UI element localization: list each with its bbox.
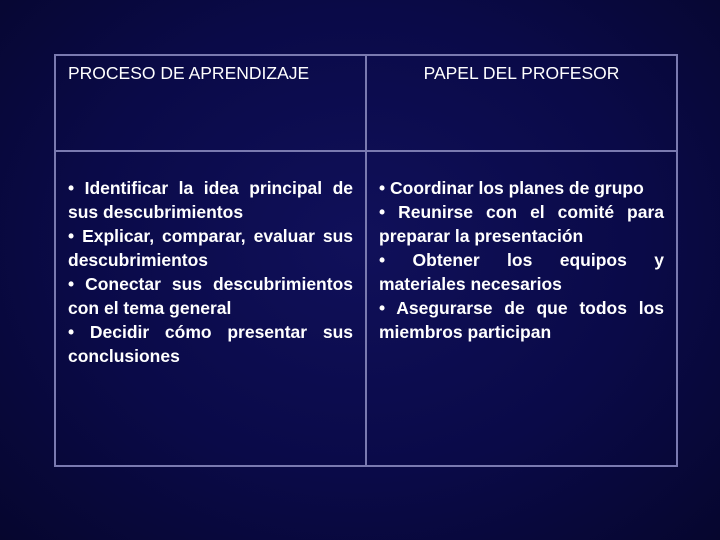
teacher-item-1: • Coordinar los planes de grupo: [379, 178, 644, 198]
header-learning-process: PROCESO DE APRENDIZAJE: [56, 56, 367, 152]
teacher-item-4: • Asegurarse de que todos los miembros participan: [379, 298, 664, 342]
learning-item-2: • Explicar, comparar, evaluar sus descubrimientos: [68, 226, 353, 270]
learning-item-4: • Decidir cómo presentar sus conclusiones: [68, 322, 353, 366]
teacher-item-2: • Reunirse con el comité para preparar la presentación: [379, 202, 664, 246]
learning-item-1: • Identificar la idea principal de sus descubrimientos: [68, 178, 353, 222]
teacher-item-3: • Obtener los equipos y materiales necesarios: [379, 250, 664, 294]
learning-process-cell: [56, 152, 367, 465]
learning-item-3: • Conectar sus descubrimientos con el tema general: [68, 274, 353, 318]
teacher-role-cell: [367, 152, 676, 465]
header-teacher-role: PAPEL DEL PROFESOR: [367, 56, 676, 152]
comparison-table: [54, 54, 678, 467]
